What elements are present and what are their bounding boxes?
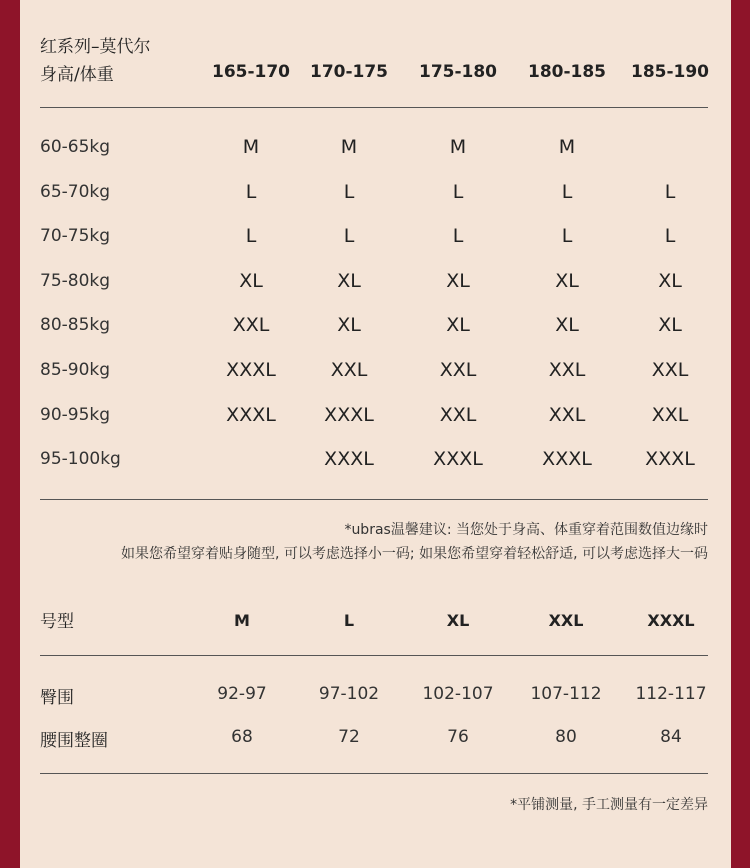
size-cell: L [452, 225, 464, 248]
size-cell: XL [239, 269, 263, 292]
size-cell: M [449, 136, 467, 158]
size-cell: L [452, 180, 464, 203]
weight-label: 85-90kg [40, 360, 111, 380]
weight-label: 75-80kg [40, 270, 111, 291]
size-type-label: 号型 [40, 612, 74, 632]
height-header: 165-170 [211, 62, 291, 82]
size-cell: XXL [651, 359, 689, 381]
size-cell: XXXL [324, 448, 374, 471]
size-cell: XXL [439, 403, 477, 426]
size-cell: XXXL [226, 359, 276, 381]
size-cell: L [664, 225, 676, 248]
size-cell: XXL [548, 403, 586, 426]
measure-cell: 68 [231, 727, 253, 747]
size-cell: XL [337, 269, 361, 292]
size-cell: XXL [232, 314, 270, 337]
divider [40, 655, 708, 656]
size-cell: XL [446, 269, 470, 292]
size-header: M [234, 611, 250, 630]
size-cell: XXXL [645, 448, 695, 471]
size-cell: XXL [651, 403, 689, 426]
size-cell: M [340, 136, 358, 158]
divider [40, 773, 708, 774]
weight-label: 70-75kg [40, 226, 111, 247]
size-header: XXXL [647, 611, 695, 630]
size-cell: XXXL [226, 403, 276, 426]
height-header: 175-180 [418, 62, 498, 82]
height-header: 170-175 [309, 62, 389, 82]
size-cell: XL [555, 269, 579, 292]
size-cell: XL [658, 314, 682, 337]
divider [40, 107, 708, 108]
size-cell: XL [555, 314, 579, 337]
size-cell: L [245, 180, 257, 203]
weight-label: 65-70kg [40, 181, 111, 202]
measure-cell: 80 [555, 727, 577, 747]
size-advice-note-line1: *ubras温馨建议: 当您处于身高、体重穿着范围数值边缘时 [344, 522, 708, 538]
height-header: 180-185 [527, 62, 607, 82]
chart-title: 红系列–莫代尔 [40, 37, 151, 57]
size-cell: XXL [548, 359, 586, 381]
size-cell: L [245, 225, 257, 248]
measure-cell: 72 [338, 727, 360, 747]
size-cell: L [343, 180, 355, 203]
weight-label: 95-100kg [40, 449, 121, 470]
weight-label: 80-85kg [40, 315, 111, 336]
measure-cell: 107-112 [530, 684, 602, 704]
size-guide-panel [20, 0, 731, 868]
measure-cell: 84 [660, 727, 682, 747]
size-cell: XL [658, 269, 682, 292]
size-cell: XXXL [542, 448, 592, 471]
size-cell: M [558, 136, 576, 158]
size-cell: XXXL [324, 403, 374, 426]
weight-label: 60-65kg [40, 137, 111, 157]
divider [40, 499, 708, 500]
size-cell: XL [337, 314, 361, 337]
height-header: 185-190 [630, 62, 710, 82]
measure-cell: 97-102 [318, 684, 380, 704]
size-header: L [343, 611, 355, 630]
size-header: XL [446, 611, 470, 630]
size-cell: L [561, 180, 573, 203]
measure-label: 腰围整圈 [40, 731, 108, 751]
size-cell: XL [446, 314, 470, 337]
measure-cell: 92-97 [217, 684, 267, 704]
size-cell: L [664, 180, 676, 203]
size-cell: M [242, 136, 260, 158]
size-cell: XXL [330, 359, 368, 381]
size-header: XXL [548, 611, 584, 630]
size-cell: XXXL [433, 448, 483, 471]
measure-cell: 102-107 [422, 684, 494, 704]
measure-label: 臀围 [40, 688, 74, 708]
size-cell: L [561, 225, 573, 248]
measurement-note: *平铺测量, 手工测量有一定差异 [510, 797, 708, 813]
size-cell: XXL [439, 359, 477, 381]
weight-label: 90-95kg [40, 404, 111, 425]
size-advice-note-line2: 如果您希望穿着贴身随型, 可以考虑选择小一码; 如果您希望穿着轻松舒适, 可以考虑选择大一码 [121, 546, 708, 562]
height-weight-label: 身高/体重 [40, 65, 114, 85]
measure-cell: 112-117 [635, 684, 707, 704]
size-cell: L [343, 225, 355, 248]
measure-cell: 76 [447, 727, 469, 747]
